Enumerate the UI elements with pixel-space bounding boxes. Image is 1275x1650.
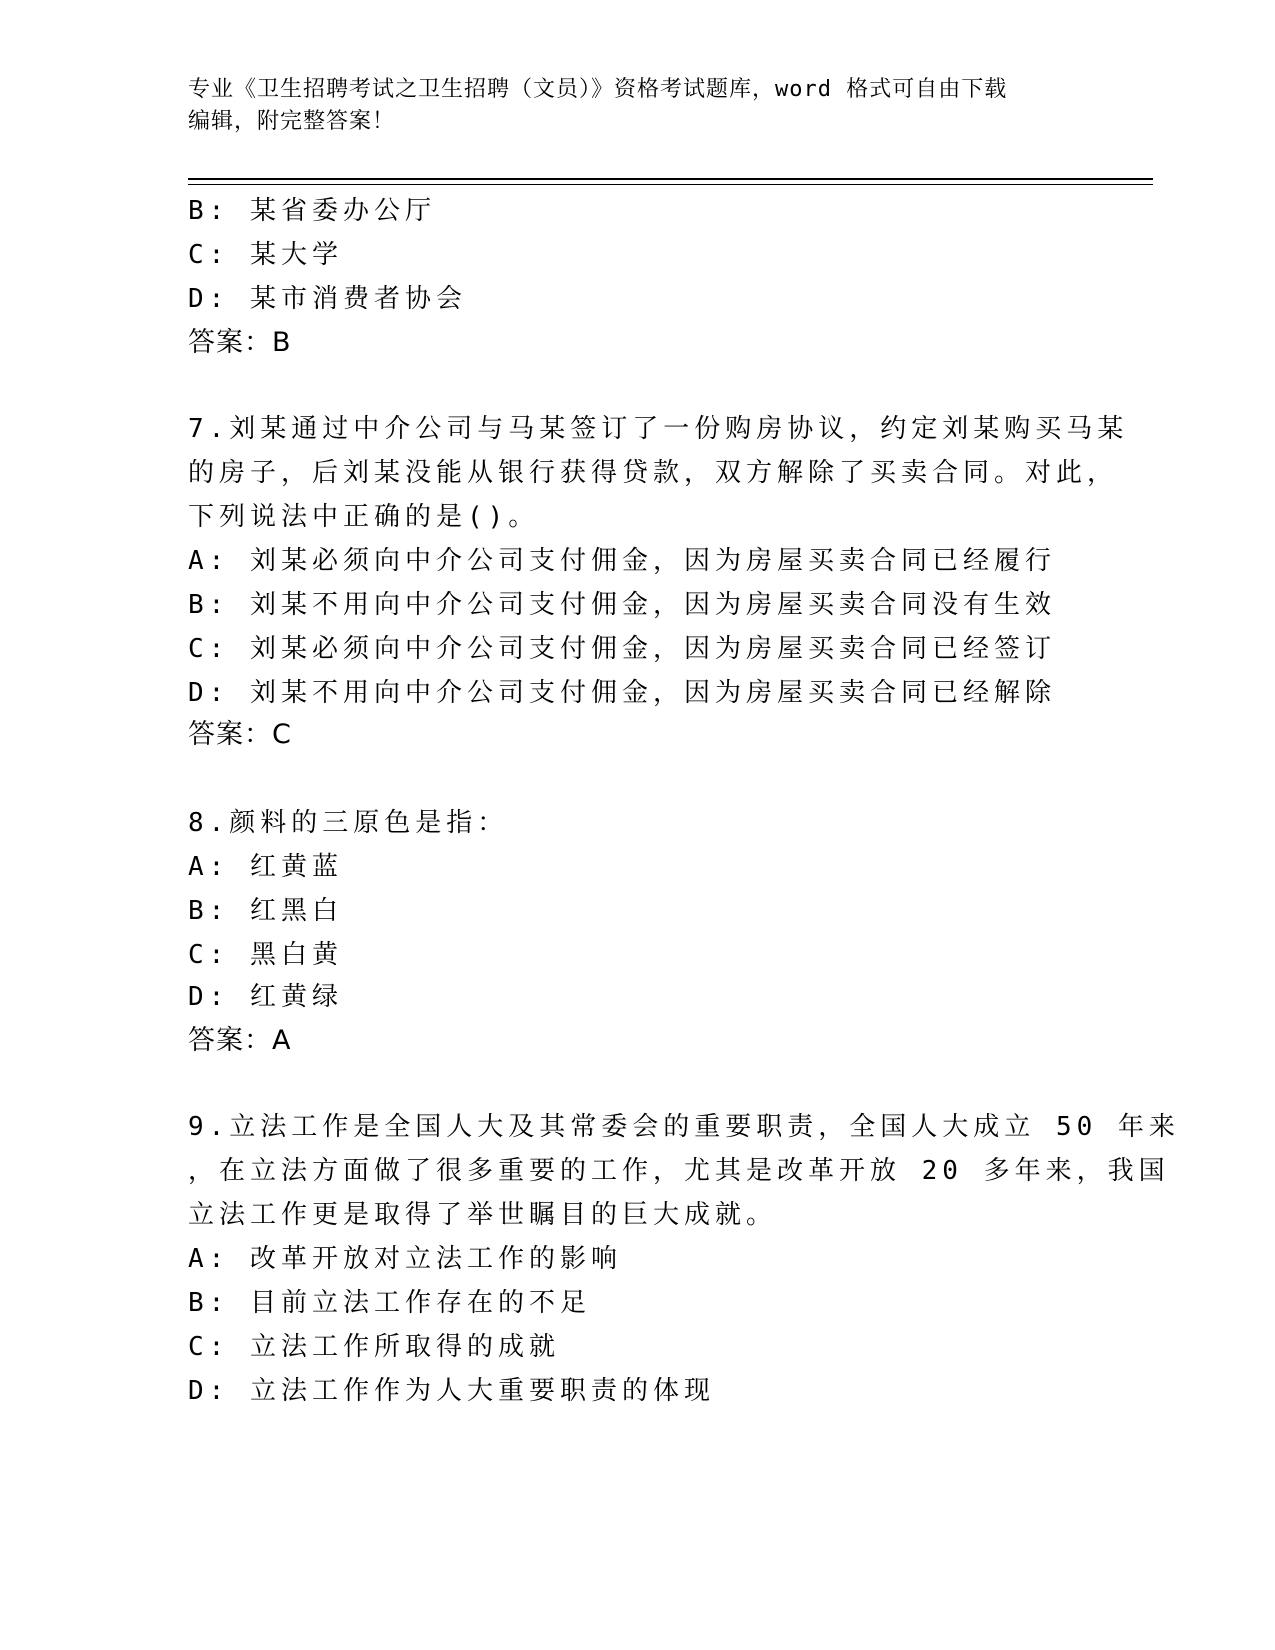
q9-option-d: D: 立法工作作为人大重要职责的体现 xyxy=(188,1376,715,1406)
q7-option-c: C: 刘某必须向中介公司支付佣金，因为房屋买卖合同已经签订 xyxy=(188,634,1056,664)
q9-option-b: B: 目前立法工作存在的不足 xyxy=(188,1288,591,1318)
q8-option-a: A: 红黄蓝 xyxy=(188,852,343,882)
q7-text-line-2: 的房子，后刘某没能从银行获得贷款，双方解除了买卖合同。对此， xyxy=(188,458,1119,488)
q6-option-b: B: 某省委办公厅 xyxy=(188,196,436,226)
q9-text-line-2: ，在立法方面做了很多重要的工作，尤其是改革开放 20 多年来，我国 xyxy=(188,1156,1170,1186)
q8-option-b: B: 红黑白 xyxy=(188,896,343,926)
q7-option-d: D: 刘某不用向中介公司支付佣金，因为房屋买卖合同已经解除 xyxy=(188,678,1056,708)
header-line-1: 专业《卫生招聘考试之卫生招聘（文员）》资格考试题库，word 格式可自由下载 xyxy=(188,77,1008,102)
q8-answer: 答案：A xyxy=(188,1025,292,1056)
header-rule-thin xyxy=(188,184,1153,185)
page-header xyxy=(188,74,1088,138)
q8-option-c: C: 黑白黄 xyxy=(188,940,343,970)
q9-option-a: A: 改革开放对立法工作的影响 xyxy=(188,1244,622,1274)
q6-option-d: D: 某市消费者协会 xyxy=(188,284,467,314)
q7-option-a: A: 刘某必须向中介公司支付佣金，因为房屋买卖合同已经履行 xyxy=(188,546,1056,576)
q6-answer: 答案：B xyxy=(188,327,292,358)
q8-text-line-1: 8.颜料的三原色是指： xyxy=(188,808,509,838)
header-rule-thick xyxy=(188,178,1153,180)
q7-answer: 答案：C xyxy=(188,719,292,750)
header-line-2: 编辑，附完整答案！ xyxy=(188,109,396,134)
q7-text-line-1: 7.刘某通过中介公司与马某签订了一份购房协议，约定刘某购买马某 xyxy=(188,414,1129,444)
q9-option-c: C: 立法工作所取得的成就 xyxy=(188,1332,560,1362)
q7-option-b: B: 刘某不用向中介公司支付佣金，因为房屋买卖合同没有生效 xyxy=(188,590,1056,620)
q9-text-line-3: 立法工作更是取得了举世瞩目的巨大成就。 xyxy=(188,1200,778,1230)
q6-option-c: C: 某大学 xyxy=(188,240,343,270)
q8-option-d: D: 红黄绿 xyxy=(188,982,343,1012)
q7-text-line-3: 下列说法中正确的是()。 xyxy=(188,502,540,532)
q9-text-line-1: 9.立法工作是全国人大及其常委会的重要职责，全国人大成立 50 年来 xyxy=(188,1112,1180,1142)
